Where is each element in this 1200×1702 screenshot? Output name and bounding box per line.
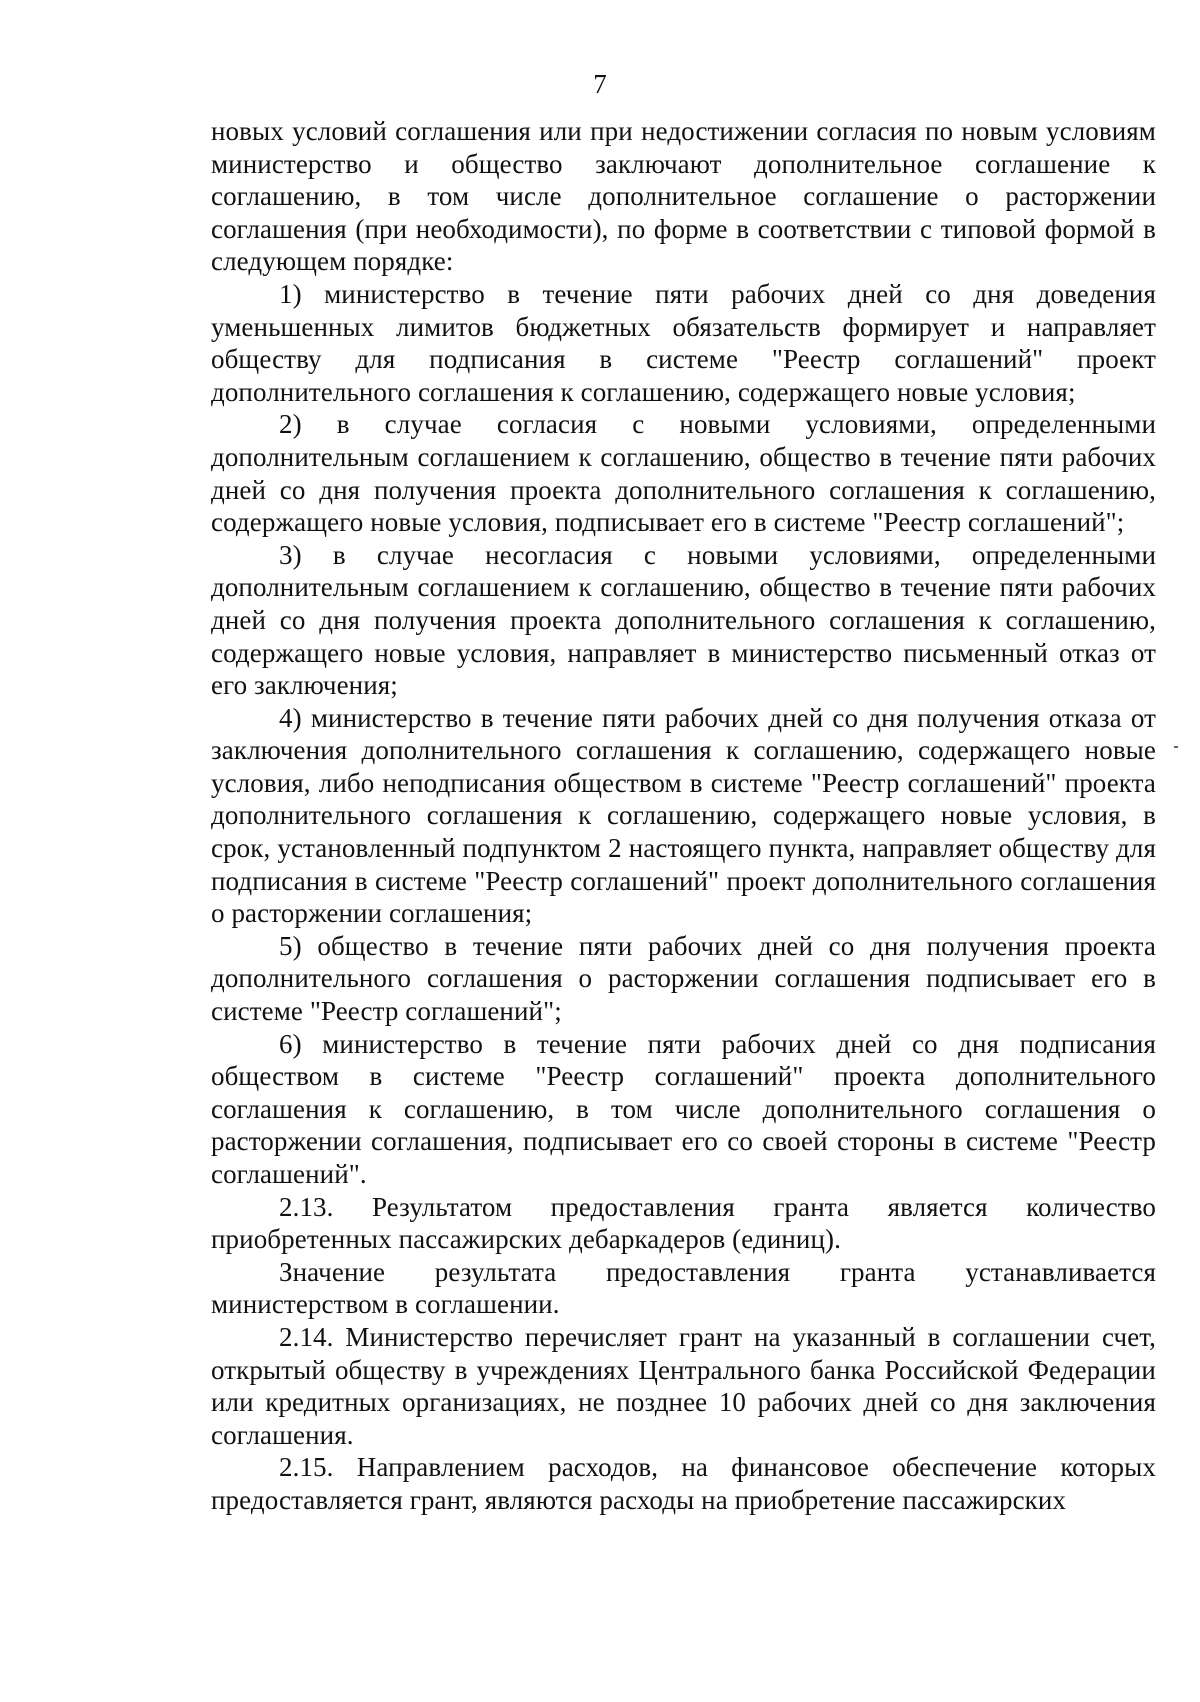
paragraph-2-13: 2.13. Результатом предоставления гранта является количество приобретенных пассажирских дебаркадеров (единиц).	[211, 1191, 1156, 1255]
document-body	[211, 115, 1156, 1517]
paragraph-item-1: 1) министерство в течение пяти рабочих дней со дня доведения уменьшенных лимитов бюджетных обязательств формирует и направляет обществу для подписания в системе "Реестр соглашений" проект дополнительного соглашения к соглашению, содержащего новые условия;	[211, 278, 1156, 407]
page-number: 7	[593, 69, 607, 99]
paragraph-item-6: 6) министерство в течение пяти рабочих дней со дня подписания обществом в системе "Реестр соглашений" проекта дополнительного соглашения к соглашению, в том числе дополнительного соглашения о расторжении соглашения, подписывает его со своей стороны в системе "Реестр соглашений".	[211, 1028, 1156, 1189]
paragraph-item-4: 4) министерство в течение пяти рабочих дней со дня получения отказа от заключения дополнительного соглашения к соглашению, содержащего новые условия, либо неподписания обществом в системе "Реестр соглашений" проекта дополнительного соглашения к соглашению, содержащего новые условия, в срок, установленный подпунктом 2 настоящего пункта, направляет обществу для подписания в системе "Реестр соглашений" проект дополнительного соглашения о расторжении соглашения;	[211, 702, 1156, 929]
scan-margin-mark	[1174, 746, 1178, 748]
paragraph-2-15: 2.15. Направлением расходов, на финансовое обеспечение которых предоставляется грант, являются расходы на приобретение пассажирских	[211, 1452, 1156, 1515]
paragraph-2-14: 2.14. Министерство перечисляет грант на указанный в соглашении счет, открытый обществу в учреждениях Центрального банка Российской Федерации или кредитных организациях, не позднее 10 рабочих дней со дня заключения соглашения.	[211, 1321, 1156, 1450]
paragraph-item-2: 2) в случае согласия с новыми условиями, определенными дополнительным соглашением к соглашению, общество в течение пяти рабочих дней со дня получения проекта дополнительного соглашения к соглашению, содержащего новые условия, подписывает его в системе "Реестр соглашений";	[211, 409, 1156, 538]
paragraph-2-13-value: Значение результата предоставления гранта устанавливается министерством в соглашении.	[211, 1256, 1156, 1320]
paragraph-item-5: 5) общество в течение пяти рабочих дней со дня получения проекта дополнительного соглашения о расторжении соглашения подписывает его в системе "Реестр соглашений";	[211, 930, 1156, 1027]
paragraph-continuation: новых условий соглашения или при недостижении согласия по новым условиям министерство и общество заключают дополнительное соглашение к соглашению, в том числе дополнительное соглашение о расторжении соглашения (при необходимости), по форме в соответствии с типовой формой в следующем порядке:	[211, 116, 1156, 277]
paragraph-item-3: 3) в случае несогласия с новыми условиями, определенными дополнительным соглашением к соглашению, общество в течение пяти рабочих дней со дня получения проекта дополнительного соглашения к соглашению, содержащего новые условия, направляет в министерство письменный отказ от его заключения;	[211, 539, 1156, 701]
